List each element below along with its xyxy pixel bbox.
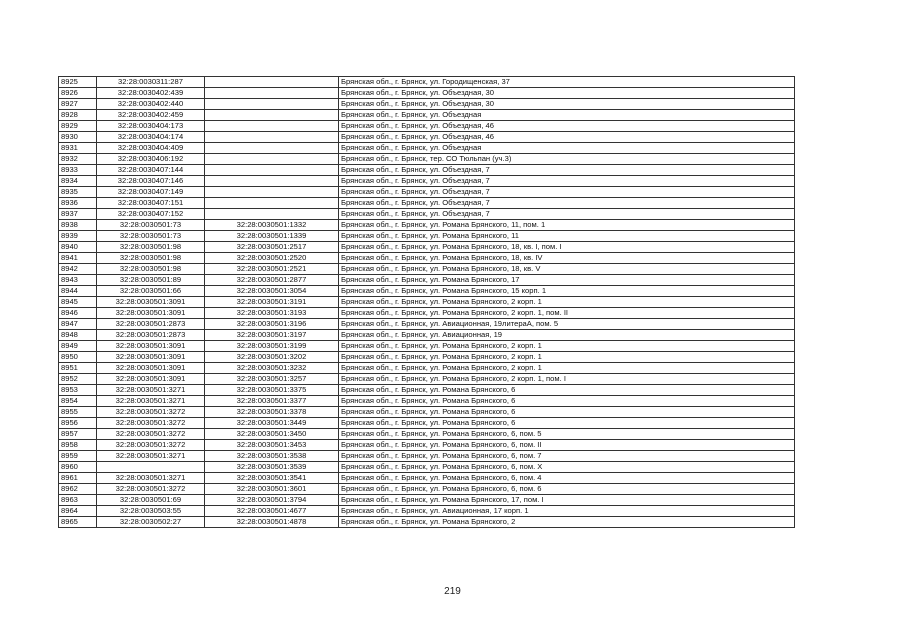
table-row	[59, 132, 795, 143]
row-number-cell: 8926	[59, 88, 97, 99]
row-number-cell: 8958	[59, 440, 97, 451]
table-row	[59, 121, 795, 132]
address-cell: Брянская обл., г. Брянск, ул. Романа Брянского, 6	[339, 385, 795, 396]
cadastral-number-cell: 32:28:0030402:439	[97, 88, 205, 99]
table-row	[59, 264, 795, 275]
table-row	[59, 143, 795, 154]
table-row	[59, 286, 795, 297]
object-cadastral-number-cell	[205, 154, 339, 165]
cadastral-number-cell: 32:28:0030503:55	[97, 506, 205, 517]
object-cadastral-number-cell: 32:28:0030501:3054	[205, 286, 339, 297]
cadastral-number-cell: 32:28:0030402:440	[97, 99, 205, 110]
cadastral-number-cell: 32:28:0030407:146	[97, 176, 205, 187]
table-row	[59, 319, 795, 330]
address-cell: Брянская обл., г. Брянск, ул. Романа Брянского, 2 корп. 1	[339, 352, 795, 363]
object-cadastral-number-cell	[205, 99, 339, 110]
address-cell: Брянская обл., г. Брянск, ул. Романа Брянского, 18, кв. I, пом. I	[339, 242, 795, 253]
row-number-cell: 8941	[59, 253, 97, 264]
object-cadastral-number-cell: 32:28:0030501:3453	[205, 440, 339, 451]
address-cell: Брянская обл., г. Брянск, ул. Объездная, 46	[339, 121, 795, 132]
row-number-cell: 8946	[59, 308, 97, 319]
table-row	[59, 484, 795, 495]
address-cell: Брянская обл., г. Брянск, ул. Романа Брянского, 17, пом. I	[339, 495, 795, 506]
row-number-cell: 8938	[59, 220, 97, 231]
object-cadastral-number-cell	[205, 88, 339, 99]
address-cell: Брянская обл., г. Брянск, ул. Объездная	[339, 143, 795, 154]
cadastral-number-cell: 32:28:0030501:3272	[97, 418, 205, 429]
cadastral-number-cell: 32:28:0030407:152	[97, 209, 205, 220]
object-cadastral-number-cell: 32:28:0030501:3202	[205, 352, 339, 363]
table-row	[59, 462, 795, 473]
cadastral-number-cell: 32:28:0030501:3091	[97, 297, 205, 308]
address-cell: Брянская обл., г. Брянск, ул. Романа Брянского, 18, кв. V	[339, 264, 795, 275]
object-cadastral-number-cell: 32:28:0030501:3538	[205, 451, 339, 462]
row-number-cell: 8963	[59, 495, 97, 506]
object-cadastral-number-cell: 32:28:0030501:3257	[205, 374, 339, 385]
table-row	[59, 352, 795, 363]
row-number-cell: 8937	[59, 209, 97, 220]
address-cell: Брянская обл., г. Брянск, ул. Романа Брянского, 6	[339, 407, 795, 418]
row-number-cell: 8953	[59, 385, 97, 396]
row-number-cell: 8945	[59, 297, 97, 308]
address-cell: Брянская обл., г. Брянск, ул. Романа Брянского, 2 корп. 1, пом. II	[339, 308, 795, 319]
row-number-cell: 8939	[59, 231, 97, 242]
object-cadastral-number-cell: 32:28:0030501:3541	[205, 473, 339, 484]
table-row	[59, 242, 795, 253]
table-row	[59, 418, 795, 429]
address-cell: Брянская обл., г. Брянск, ул. Романа Брянского, 6, пом. 6	[339, 484, 795, 495]
row-number-cell: 8964	[59, 506, 97, 517]
row-number-cell: 8951	[59, 363, 97, 374]
address-cell: Брянская обл., г. Брянск, ул. Объездная, 7	[339, 209, 795, 220]
row-number-cell: 8956	[59, 418, 97, 429]
address-cell: Брянская обл., г. Брянск, ул. Авиационная, 19	[339, 330, 795, 341]
cadastral-number-cell: 32:28:0030501:73	[97, 231, 205, 242]
address-cell: Брянская обл., г. Брянск, тер. СО Тюльпан (уч.3)	[339, 154, 795, 165]
table-row	[59, 407, 795, 418]
object-cadastral-number-cell: 32:28:0030501:3232	[205, 363, 339, 374]
cadastral-number-cell: 32:28:0030501:3271	[97, 396, 205, 407]
object-cadastral-number-cell	[205, 77, 339, 88]
object-cadastral-number-cell	[205, 198, 339, 209]
table-row	[59, 209, 795, 220]
cadastral-number-cell: 32:28:0030501:3271	[97, 473, 205, 484]
cadastral-number-cell: 32:28:0030501:3091	[97, 352, 205, 363]
row-number-cell: 8931	[59, 143, 97, 154]
address-cell: Брянская обл., г. Брянск, ул. Объездная	[339, 110, 795, 121]
cadastral-number-cell: 32:28:0030404:409	[97, 143, 205, 154]
address-cell: Брянская обл., г. Брянск, ул. Романа Брянского, 2 корп. 1	[339, 341, 795, 352]
object-cadastral-number-cell: 32:28:0030501:3191	[205, 297, 339, 308]
row-number-cell: 8961	[59, 473, 97, 484]
address-cell: Брянская обл., г. Брянск, ул. Романа Брянского, 2 корп. 1	[339, 363, 795, 374]
row-number-cell: 8965	[59, 517, 97, 528]
cadastral-number-cell: 32:28:0030402:459	[97, 110, 205, 121]
row-number-cell: 8950	[59, 352, 97, 363]
address-cell: Брянская обл., г. Брянск, ул. Романа Брянского, 6, пом. II	[339, 440, 795, 451]
object-cadastral-number-cell: 32:28:0030501:3199	[205, 341, 339, 352]
table-row	[59, 165, 795, 176]
address-cell: Брянская обл., г. Брянск, ул. Объездная, 7	[339, 198, 795, 209]
table-row	[59, 330, 795, 341]
row-number-cell: 8934	[59, 176, 97, 187]
address-cell: Брянская обл., г. Брянск, ул. Романа Брянского, 6, пом. 4	[339, 473, 795, 484]
table-row	[59, 99, 795, 110]
object-cadastral-number-cell: 32:28:0030501:3450	[205, 429, 339, 440]
object-cadastral-number-cell	[205, 143, 339, 154]
table-row	[59, 187, 795, 198]
row-number-cell: 8928	[59, 110, 97, 121]
cadastral-number-cell: 32:28:0030501:98	[97, 253, 205, 264]
table-row	[59, 88, 795, 99]
cadastral-number-cell: 32:28:0030501:3091	[97, 374, 205, 385]
row-number-cell: 8947	[59, 319, 97, 330]
object-cadastral-number-cell: 32:28:0030501:3377	[205, 396, 339, 407]
row-number-cell: 8962	[59, 484, 97, 495]
cadastral-number-cell: 32:28:0030404:173	[97, 121, 205, 132]
row-number-cell: 8955	[59, 407, 97, 418]
address-cell: Брянская обл., г. Брянск, ул. Романа Брянского, 17	[339, 275, 795, 286]
row-number-cell: 8948	[59, 330, 97, 341]
object-cadastral-number-cell: 32:28:0030501:1332	[205, 220, 339, 231]
table-row	[59, 176, 795, 187]
row-number-cell: 8932	[59, 154, 97, 165]
table-row	[59, 297, 795, 308]
cadastral-number-cell: 32:28:0030501:2873	[97, 319, 205, 330]
row-number-cell: 8949	[59, 341, 97, 352]
table-row	[59, 396, 795, 407]
address-cell: Брянская обл., г. Брянск, ул. Романа Брянского, 2 корп. 1, пом. I	[339, 374, 795, 385]
cadastral-number-cell: 32:28:0030407:151	[97, 198, 205, 209]
row-number-cell: 8933	[59, 165, 97, 176]
cadastral-number-cell	[97, 462, 205, 473]
table-row	[59, 308, 795, 319]
address-cell: Брянская обл., г. Брянск, ул. Романа Брянского, 11, пом. 1	[339, 220, 795, 231]
row-number-cell: 8944	[59, 286, 97, 297]
cadastral-number-cell: 32:28:0030501:3272	[97, 440, 205, 451]
cadastral-number-cell: 32:28:0030501:3091	[97, 363, 205, 374]
address-cell: Брянская обл., г. Брянск, ул. Объездная, 7	[339, 187, 795, 198]
object-cadastral-number-cell: 32:28:0030501:3197	[205, 330, 339, 341]
cadastral-number-cell: 32:28:0030502:27	[97, 517, 205, 528]
cadastral-number-cell: 32:28:0030501:3091	[97, 308, 205, 319]
cadastral-number-cell: 32:28:0030404:174	[97, 132, 205, 143]
table-row	[59, 451, 795, 462]
registry-table-body	[59, 77, 795, 528]
object-cadastral-number-cell	[205, 165, 339, 176]
address-cell: Брянская обл., г. Брянск, ул. Объездная, 7	[339, 165, 795, 176]
cadastral-number-cell: 32:28:0030311:287	[97, 77, 205, 88]
table-row	[59, 77, 795, 88]
object-cadastral-number-cell: 32:28:0030501:2517	[205, 242, 339, 253]
cadastral-number-cell: 32:28:0030501:98	[97, 242, 205, 253]
cadastral-number-cell: 32:28:0030406:192	[97, 154, 205, 165]
object-cadastral-number-cell	[205, 187, 339, 198]
row-number-cell: 8943	[59, 275, 97, 286]
table-row	[59, 231, 795, 242]
object-cadastral-number-cell	[205, 209, 339, 220]
address-cell: Брянская обл., г. Брянск, ул. Романа Брянского, 6	[339, 396, 795, 407]
row-number-cell: 8925	[59, 77, 97, 88]
address-cell: Брянская обл., г. Брянск, ул. Романа Брянского, 6, пом. 7	[339, 451, 795, 462]
object-cadastral-number-cell: 32:28:0030501:3449	[205, 418, 339, 429]
registry-table	[58, 76, 795, 528]
address-cell: Брянская обл., г. Брянск, ул. Романа Брянского, 11	[339, 231, 795, 242]
cadastral-number-cell: 32:28:0030501:69	[97, 495, 205, 506]
object-cadastral-number-cell: 32:28:0030501:2521	[205, 264, 339, 275]
object-cadastral-number-cell: 32:28:0030501:3539	[205, 462, 339, 473]
object-cadastral-number-cell: 32:28:0030501:2877	[205, 275, 339, 286]
row-number-cell: 8930	[59, 132, 97, 143]
object-cadastral-number-cell: 32:28:0030501:4878	[205, 517, 339, 528]
address-cell: Брянская обл., г. Брянск, ул. Объездная, 30	[339, 88, 795, 99]
object-cadastral-number-cell: 32:28:0030501:3601	[205, 484, 339, 495]
table-row	[59, 110, 795, 121]
object-cadastral-number-cell: 32:28:0030501:1339	[205, 231, 339, 242]
object-cadastral-number-cell: 32:28:0030501:3378	[205, 407, 339, 418]
address-cell: Брянская обл., г. Брянск, ул. Объездная, 7	[339, 176, 795, 187]
table-row	[59, 198, 795, 209]
table-row	[59, 253, 795, 264]
table-row	[59, 473, 795, 484]
object-cadastral-number-cell: 32:28:0030501:4677	[205, 506, 339, 517]
address-cell: Брянская обл., г. Брянск, ул. Авиационная, 19литераА, пом. 5	[339, 319, 795, 330]
object-cadastral-number-cell: 32:28:0030501:3193	[205, 308, 339, 319]
object-cadastral-number-cell	[205, 132, 339, 143]
row-number-cell: 8960	[59, 462, 97, 473]
object-cadastral-number-cell: 32:28:0030501:3794	[205, 495, 339, 506]
object-cadastral-number-cell: 32:28:0030501:2520	[205, 253, 339, 264]
cadastral-number-cell: 32:28:0030501:73	[97, 220, 205, 231]
table-row	[59, 275, 795, 286]
table-row	[59, 495, 795, 506]
row-number-cell: 8957	[59, 429, 97, 440]
cadastral-number-cell: 32:28:0030501:66	[97, 286, 205, 297]
table-row	[59, 440, 795, 451]
table-row	[59, 154, 795, 165]
object-cadastral-number-cell: 32:28:0030501:3196	[205, 319, 339, 330]
address-cell: Брянская обл., г. Брянск, ул. Романа Брянского, 2 корп. 1	[339, 297, 795, 308]
address-cell: Брянская обл., г. Брянск, ул. Романа Брянского, 18, кв. IV	[339, 253, 795, 264]
cadastral-number-cell: 32:28:0030501:3272	[97, 407, 205, 418]
cadastral-number-cell: 32:28:0030501:3272	[97, 484, 205, 495]
row-number-cell: 8935	[59, 187, 97, 198]
cadastral-number-cell: 32:28:0030407:144	[97, 165, 205, 176]
object-cadastral-number-cell	[205, 110, 339, 121]
cadastral-number-cell: 32:28:0030501:3272	[97, 429, 205, 440]
address-cell: Брянская обл., г. Брянск, ул. Авиационная, 17 корп. 1	[339, 506, 795, 517]
table-row	[59, 363, 795, 374]
table-row	[59, 374, 795, 385]
address-cell: Брянская обл., г. Брянск, ул. Романа Брянского, 6, пом. 5	[339, 429, 795, 440]
address-cell: Брянская обл., г. Брянск, ул. Городищенская, 37	[339, 77, 795, 88]
table-row	[59, 506, 795, 517]
row-number-cell: 8940	[59, 242, 97, 253]
object-cadastral-number-cell: 32:28:0030501:3375	[205, 385, 339, 396]
object-cadastral-number-cell	[205, 121, 339, 132]
row-number-cell: 8942	[59, 264, 97, 275]
page-number: 219	[444, 586, 461, 597]
cadastral-number-cell: 32:28:0030501:2873	[97, 330, 205, 341]
table-row	[59, 341, 795, 352]
cadastral-number-cell: 32:28:0030501:3271	[97, 451, 205, 462]
address-cell: Брянская обл., г. Брянск, ул. Романа Брянского, 6	[339, 418, 795, 429]
cadastral-number-cell: 32:28:0030501:98	[97, 264, 205, 275]
cadastral-number-cell: 32:28:0030501:3271	[97, 385, 205, 396]
cadastral-number-cell: 32:28:0030501:3091	[97, 341, 205, 352]
address-cell: Брянская обл., г. Брянск, ул. Романа Брянского, 6, пом. X	[339, 462, 795, 473]
row-number-cell: 8954	[59, 396, 97, 407]
row-number-cell: 8952	[59, 374, 97, 385]
row-number-cell: 8959	[59, 451, 97, 462]
object-cadastral-number-cell	[205, 176, 339, 187]
cadastral-number-cell: 32:28:0030501:89	[97, 275, 205, 286]
table-row	[59, 220, 795, 231]
row-number-cell: 8936	[59, 198, 97, 209]
row-number-cell: 8929	[59, 121, 97, 132]
address-cell: Брянская обл., г. Брянск, ул. Романа Брянского, 15 корп. 1	[339, 286, 795, 297]
table-row	[59, 385, 795, 396]
cadastral-number-cell: 32:28:0030407:149	[97, 187, 205, 198]
address-cell: Брянская обл., г. Брянск, ул. Объездная, 46	[339, 132, 795, 143]
table-row	[59, 517, 795, 528]
table-row	[59, 429, 795, 440]
address-cell: Брянская обл., г. Брянск, ул. Объездная, 30	[339, 99, 795, 110]
row-number-cell: 8927	[59, 99, 97, 110]
address-cell: Брянская обл., г. Брянск, ул. Романа Брянского, 2	[339, 517, 795, 528]
